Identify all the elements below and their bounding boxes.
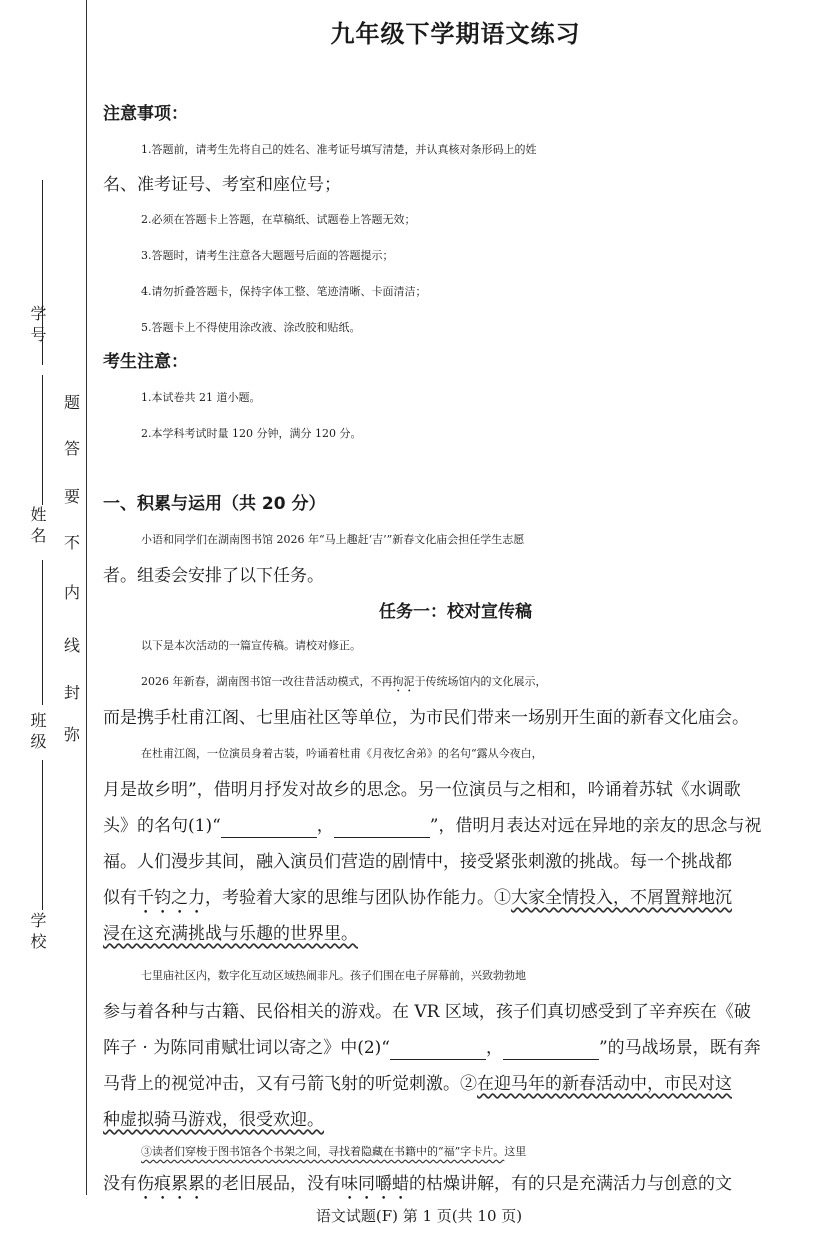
paragraph-line: 阵子 · 为陈同甫赋壮词以寄之》中(2)“ ， ”的马战场景，既有奔 (103, 1038, 761, 1058)
section-heading: 一、积累与运用（共 20 分） (103, 494, 326, 514)
paragraph-line (103, 922, 808, 946)
candidate-item: 2.本学科考试时量 120 分钟，满分 120 分。 (141, 427, 362, 440)
emphasized-word: 千钧之力 (137, 888, 205, 908)
wavy-underlined-sentence-2: 在迎马年的新春活动中，市民对这 (477, 1074, 732, 1094)
paragraph-line: 月是故乡明”，借明月抒发对故乡的思念。另一位演员与之相和，吟诵着苏轼《水调歌 (103, 780, 741, 800)
paragraph-line: 马背上的视觉冲击，又有弓箭飞射的听觉刺激。②在迎马年的新春活动中，市民对这 (103, 1074, 732, 1094)
wavy-underlined-sentence-1-cont: 浸在这充满挑战与乐趣的世界里。 (103, 924, 358, 944)
answer-blank-2a[interactable] (390, 1039, 486, 1060)
binding-gutter: 学 号 姓 名 班 级 学 校 弥 封 线 内 不 要 答 题 (0, 0, 96, 1235)
paragraph-line: 2026 年新春，湖南图书馆一改往昔活动模式，不再拘泥于传统场馆内的文化展示， (141, 675, 547, 688)
paragraph-line: 没有伤痕累累的老旧展品，没有味同嚼蜡的枯燥讲解，有的只是充满活力与创意的文 (103, 1174, 732, 1194)
paragraph-line: 福。人们漫步其间，融入演员们营造的剧情中，接受紧张刺激的挑战。每一个挑战都 (103, 852, 732, 872)
intro-line: 小语和同学们在湖南图书馆 2026 年“马上趣赶‘吉’”新春文化庙会担任学生志愿 (141, 533, 525, 546)
paragraph-line: 似有千钧之力，考验着大家的思维与团队协作能力。①大家全情投入，不屑置辩地沉 (103, 888, 732, 908)
wavy-underlined-sentence-1: 大家全情投入，不屑置辩地沉 (511, 888, 732, 908)
answer-blank-1a[interactable] (221, 817, 317, 838)
class-blank (42, 560, 43, 705)
paragraph-line: 参与着各种与古籍、民俗相关的游戏。在 VR 区域，孩子们真切感受到了辛弃疾在《破 (103, 1002, 751, 1022)
notes-item: 5.答题卡上不得使用涂改液、涂改胶和贴纸。 (141, 321, 361, 334)
notes-heading: 注意事项： (103, 104, 188, 124)
emphasized-word: 伤痕累累 (137, 1174, 205, 1194)
page-title: 九年级下学期语文练习 (330, 19, 581, 48)
wavy-underlined-sentence-3: ③读者们穿梭于图书馆各个书架之间，寻找着隐藏在书籍中的“福”字卡片。 (141, 1145, 505, 1158)
binding-line (86, 0, 87, 1195)
emphasized-word: 拘泥 (392, 675, 415, 688)
school-label: 学 校 (28, 912, 47, 950)
name-blank (42, 375, 43, 505)
candidate-heading: 考生注意： (103, 352, 188, 372)
paragraph-line: 而是携手杜甫江阁、七里庙社区等单位，为市民们带来一场别开生面的新春文化庙会。 (103, 708, 749, 728)
task-description: 以下是本次活动的一篇宣传稿。请校对修正。 (141, 639, 361, 652)
notes-item: 名、准考证号、考室和座位号； (103, 175, 341, 195)
name-label: 姓 名 (28, 506, 47, 544)
paragraph-line: 头》的名句(1)“ ， ”，借明月表达对远在异地的亲友的思念与祝 (103, 816, 762, 836)
paragraph-line: ③读者们穿梭于图书馆各个书架之间，寻找着隐藏在书籍中的“福”字卡片。这里 (141, 1145, 527, 1158)
paragraph-line: 在杜甫江阁，一位演员身着古装，吟诵着杜甫《月夜忆舍弟》的名句“露从今夜白， (141, 747, 543, 760)
page-footer: 语文试题(F) 第 1 页(共 10 页) (315, 1207, 523, 1225)
candidate-item: 1.本试卷共 21 道小题。 (141, 391, 261, 404)
notes-item: 1.答题前，请考生先将自己的姓名、准考证号填写清楚，并认真核对条形码上的姓 (141, 143, 537, 156)
paragraph-line (103, 1108, 808, 1132)
notes-item: 2.必须在答题卡上答题，在草稿纸、试题卷上答题无效； (141, 213, 416, 226)
paragraph-line: 七里庙社区内，数字化互动区域热闹非凡。孩子们围在电子屏幕前，兴致勃勃地 (141, 969, 526, 982)
notes-item: 3.答题时，请考生注意各大题题号后面的答题提示； (141, 249, 394, 262)
task-title: 任务一：校对宣传稿 (379, 602, 532, 622)
answer-blank-2b[interactable] (503, 1039, 599, 1060)
emphasized-word: 味同嚼蜡 (341, 1174, 409, 1194)
answer-blank-1b[interactable] (334, 817, 430, 838)
notes-item: 4.请勿折叠答题卡，保持字体工整、笔迹清晰、卡面清洁； (141, 285, 427, 298)
wavy-underlined-sentence-2-cont: 种虚拟骑马游戏，很受欢迎。 (103, 1110, 324, 1130)
class-label: 班 级 (28, 712, 47, 750)
school-blank (42, 760, 43, 910)
student-id-label: 学 号 (28, 305, 47, 343)
intro-line: 者。组委会安排了以下任务。 (103, 566, 324, 586)
